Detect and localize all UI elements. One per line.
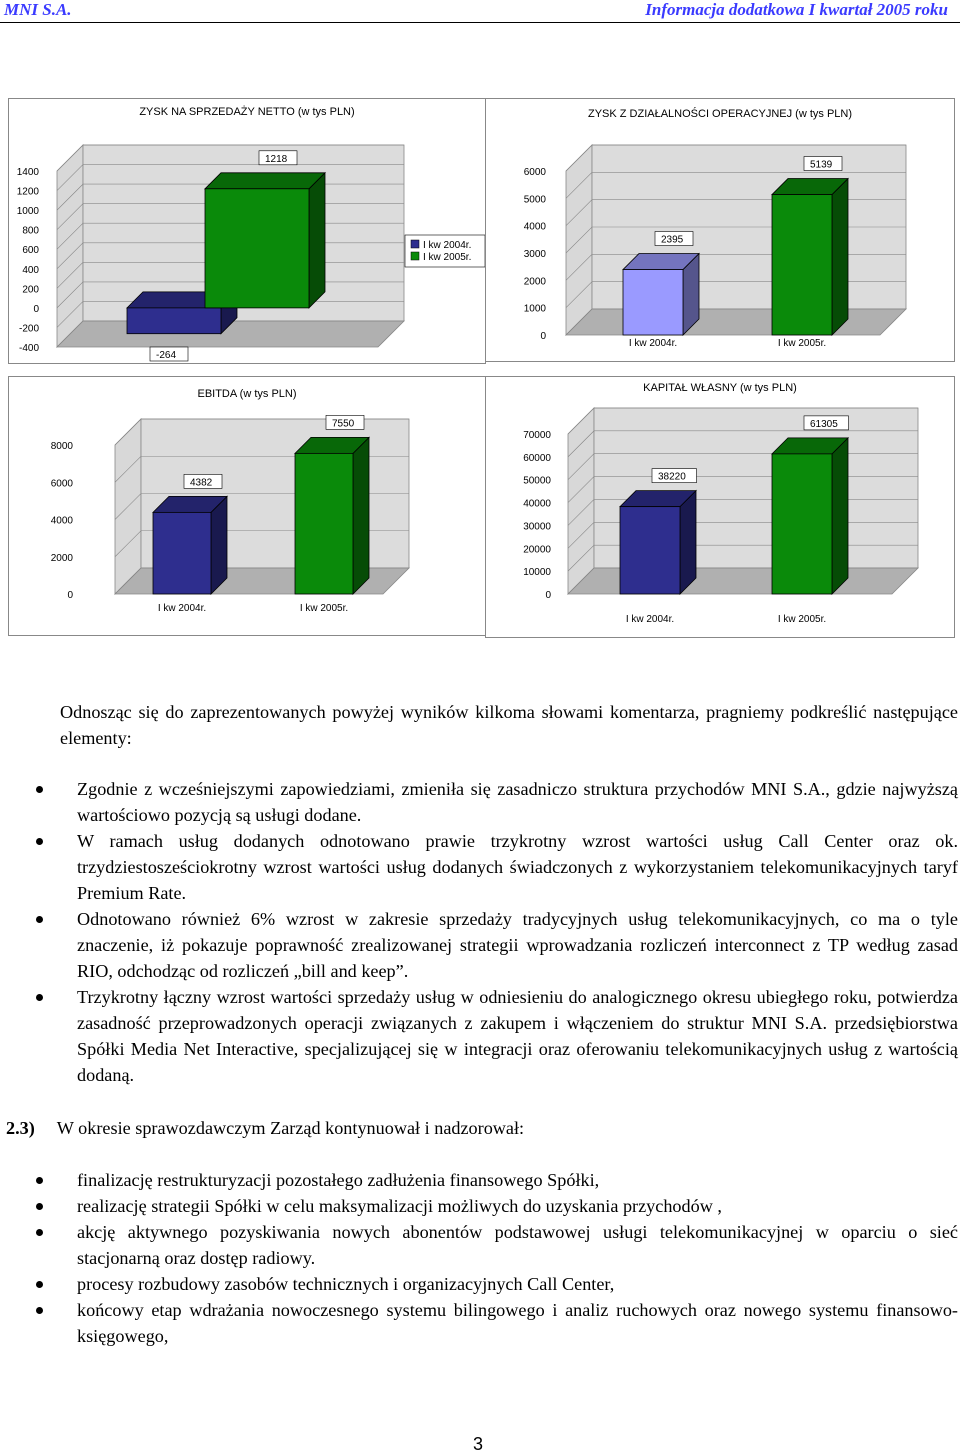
bullet-icon [36, 838, 43, 845]
data-label [804, 157, 842, 171]
y-tick-label: 2000 [523, 276, 546, 288]
y-tick-label: 20000 [523, 544, 551, 556]
floor [566, 309, 906, 335]
chart-zysk-operacyjny [485, 98, 955, 362]
list-item [0, 1297, 958, 1349]
list-item-text: akcję aktywnego pozyskiwania nowych abonentów podstawowej usługi telekomunikacyjnej w oparciu o sieć stacjonarną oraz dostęp radiowy. [77, 1222, 958, 1268]
board-activities-list [0, 1167, 958, 1349]
data-label [804, 416, 849, 430]
chart-svg [486, 99, 954, 361]
list-item [0, 906, 958, 984]
bar-front [205, 189, 309, 308]
data-label [184, 474, 222, 488]
y-tick-label: 600 [22, 245, 39, 257]
y-tick-label: 800 [22, 225, 39, 237]
header-rule [0, 22, 960, 23]
y-tick-label: 0 [545, 590, 551, 601]
chart-kapital-wlasny [485, 376, 955, 638]
y-tick-label: 4000 [523, 221, 546, 233]
y-tick-label: 0 [67, 590, 73, 601]
x-tick-label: I kw 2004r. [625, 614, 675, 625]
list-item [0, 776, 958, 828]
y-tick-label: 3000 [523, 249, 546, 260]
chart-title: EBITDA (w tys PLN) [197, 388, 297, 400]
legend-swatch [411, 252, 419, 260]
data-label-text: 5139 [810, 159, 833, 171]
y-tick-label: 40000 [523, 498, 551, 510]
legend-label: I kw 2004r. [423, 240, 472, 251]
data-label [150, 347, 188, 361]
bullet-icon [36, 994, 43, 1001]
bar-side [353, 437, 369, 594]
list-item [0, 1271, 958, 1297]
y-tick-label: -400 [18, 343, 39, 354]
legend-swatch [411, 240, 419, 248]
list-item-text: Zgodnie z wcześniejszymi zapowiedziami, zmieniła się zasadniczo struktura przychodów MNI S.A., gdzie najwyższą wartościowo pozycją są usługi dodane. [77, 779, 958, 825]
y-tick-label: 60000 [523, 452, 551, 464]
list-item-text: procesy rozbudowy zasobów technicznych i organizacyjnych Call Center, [77, 1274, 615, 1294]
y-tick-label: 6000 [50, 478, 73, 490]
page-header [0, 0, 960, 20]
bar-side [832, 438, 848, 594]
data-label-text: 2395 [661, 234, 684, 246]
y-tick-label: 8000 [50, 441, 73, 452]
data-label-text: 1218 [265, 153, 288, 165]
data-label [326, 415, 364, 429]
list-item-text: finalizację restrukturyzacji pozostałego zadłużenia finansowego Spółki, [77, 1170, 600, 1190]
bar-front [295, 453, 353, 594]
y-tick-label: 200 [22, 284, 39, 296]
y-tick-label: 1200 [16, 186, 39, 198]
list-item-text: Odnotowano również 6% wzrost w zakresie sprzedaży tradycyjnych usług telekomunikacyjnych, co ma o tyle znaczenie, iż pokazuje poprawność zrealizowanej strategii wprowadzania rozliczeń interconnect z TP według zasad RIO, odchodząc od rozliczeń „bill and keep”. [77, 909, 958, 981]
data-label-text: 4382 [190, 477, 213, 489]
chart-zysk-sprzedazy [8, 98, 486, 364]
bar [205, 173, 325, 308]
bar [772, 179, 848, 335]
y-tick-label: 1000 [16, 206, 39, 218]
side-wall [57, 145, 83, 347]
x-tick-label: I kw 2005r. [777, 614, 827, 625]
chart-title: KAPITAŁ WŁASNY (w tys PLN) [643, 382, 797, 394]
bar-front [153, 512, 211, 594]
section-heading [6, 1115, 524, 1141]
list-item-text: Trzykrotny łączny wzrost wartości sprzedaży usług w odniesieniu do analogicznego okresu ubiegłego roku, potwierdza zasadność przeprowadzonych operacji związanych z zakupem i włączeniem do struktur MNI S.A. przedsiębiorstwa Spółki Media Net Interactive, specjalizującej się w integracji oraz oferowaniu telekomunikacyjnych usług z wartością dodaną. [77, 987, 958, 1085]
list-item [0, 1193, 958, 1219]
y-tick-label: 5000 [523, 194, 546, 206]
data-label [655, 232, 693, 246]
y-tick-label: 400 [22, 264, 39, 276]
side-wall [568, 408, 594, 594]
chart-svg [9, 377, 485, 635]
y-tick-label: 70000 [523, 430, 551, 441]
bullet-icon [36, 1307, 43, 1314]
legend-label: I kw 2005r. [423, 252, 472, 263]
y-tick-label: 50000 [523, 475, 551, 487]
y-tick-label: 4000 [50, 515, 73, 527]
list-item [0, 1219, 958, 1271]
bar [772, 438, 848, 594]
bullet-icon [36, 786, 43, 793]
data-label-text: 7550 [332, 418, 355, 430]
list-item [0, 1167, 958, 1193]
x-tick-label: I kw 2005r. [777, 338, 827, 349]
list-item-text: końcowy etap wdrażania nowoczesnego systemu bilingowego i analiz ruchowych oraz nowego systemu finansowo-księgowego, [77, 1300, 958, 1346]
data-label [259, 151, 297, 165]
y-tick-label: -200 [18, 323, 39, 335]
bar [623, 254, 699, 335]
y-tick-label: 6000 [523, 167, 546, 178]
bullet-icon [36, 1281, 43, 1288]
bar-front [772, 195, 832, 335]
bar-front [127, 308, 221, 334]
data-label-text: -264 [156, 350, 177, 361]
data-label [652, 469, 697, 483]
chart-title: ZYSK Z DZIAŁALNOŚCI OPERACYJNEJ (w tys PLN) [587, 108, 853, 120]
bar-front [623, 270, 683, 335]
bar-side [211, 496, 227, 594]
bar-side [309, 173, 325, 308]
y-tick-label: 1000 [523, 303, 546, 315]
bar-front [620, 507, 680, 594]
list-item [0, 828, 958, 906]
section-text: W okresie sprawozdawczym Zarząd kontynuował i nadzorował: [56, 1118, 525, 1138]
results-bullet-list [0, 776, 958, 1088]
y-tick-label: 2000 [50, 552, 73, 564]
x-tick-label: I kw 2004r. [157, 603, 207, 614]
y-tick-label: 30000 [523, 521, 551, 533]
bar-front [772, 454, 832, 594]
chart-svg [9, 99, 485, 363]
bullet-icon [36, 1203, 43, 1210]
x-tick-label: I kw 2004r. [628, 338, 678, 349]
bar-side [832, 179, 848, 335]
floor [57, 321, 404, 347]
bar [295, 437, 369, 594]
y-tick-label: 1400 [16, 167, 39, 178]
chart-title: ZYSK NA SPRZEDAŻY NETTO (w tys PLN) [139, 106, 355, 118]
section-number: 2.3) [6, 1118, 35, 1138]
y-tick-label: 0 [33, 303, 39, 315]
bar-top [205, 173, 325, 189]
bullet-icon [36, 1229, 43, 1236]
bullet-icon [36, 1177, 43, 1184]
plot-walls [566, 145, 906, 335]
list-item [0, 984, 958, 1088]
chart-ebitda [8, 376, 486, 636]
list-item-text: realizację strategii Spółki w celu maksymalizacji możliwych do uzyskania przychodów , [77, 1196, 722, 1216]
header-document-title: Informacja dodatkowa I kwartał 2005 roku [645, 0, 948, 19]
data-label-text: 38220 [658, 471, 686, 483]
bar-side [680, 491, 696, 594]
legend [405, 235, 485, 267]
bar [620, 491, 696, 594]
bar [153, 496, 227, 594]
page-number: 3 [473, 1434, 484, 1454]
header-company: MNI S.A. [4, 0, 72, 19]
intro-paragraph: Odnosząc się do zaprezentowanych powyżej wyników kilkoma słowami komentarza, pragniemy podkreślić następujące elementy: [60, 702, 958, 748]
y-tick-label: 10000 [523, 567, 551, 579]
bullet-icon [36, 916, 43, 923]
data-label-text: 61305 [810, 418, 838, 430]
x-tick-label: I kw 2005r. [299, 603, 349, 614]
y-tick-label: 0 [540, 331, 546, 342]
chart-svg [486, 377, 954, 637]
list-item-text: W ramach usług dodanych odnotowano prawie trzykrotny wzrost wartości usług Call Center oraz ok. trzydziestosześciokrotny wzrost wartości usług dodanych świadczonych z wykorzystaniem telekomunikacyjnych taryf Premium Rate. [77, 831, 958, 903]
